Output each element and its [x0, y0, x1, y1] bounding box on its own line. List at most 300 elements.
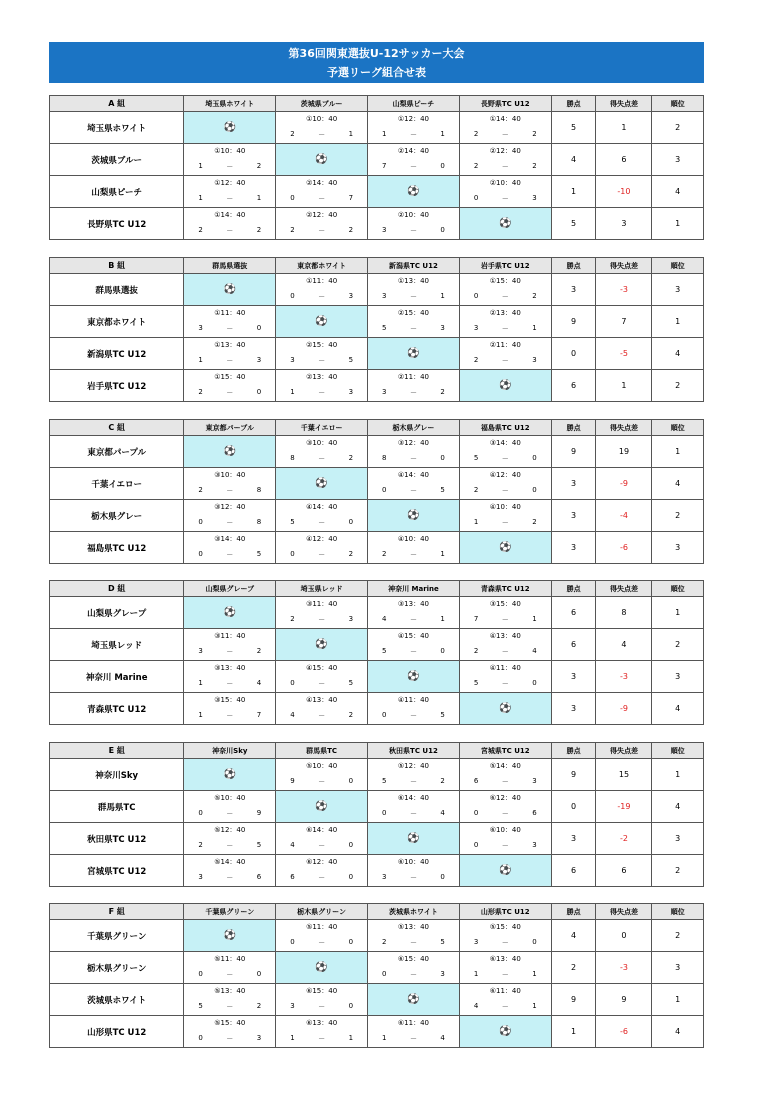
title-line-1: 第36回関東選抜U-12サッカー大会 — [288, 47, 465, 60]
score-dash: － — [501, 487, 509, 495]
score-dash: － — [409, 648, 417, 656]
score-away: 1 — [348, 1034, 354, 1042]
goal-diff-value: 3 — [596, 208, 652, 240]
score-dash: － — [318, 712, 326, 720]
rank-value: 4 — [652, 176, 704, 208]
match-cell — [184, 952, 276, 984]
match-time: ④11：40 — [397, 696, 429, 704]
score-dash: － — [501, 810, 509, 818]
goal-diff-value: 4 — [596, 629, 652, 661]
score-dash: － — [409, 131, 417, 139]
score-home: 7 — [473, 615, 479, 623]
score-home: 1 — [473, 970, 479, 978]
score-away: 2 — [532, 518, 537, 526]
match-cell — [459, 823, 551, 855]
match-time: ②10：40 — [397, 211, 429, 219]
match-cell — [276, 855, 368, 887]
score-dash: － — [409, 389, 417, 397]
team-name: 千葉イエロー — [50, 468, 184, 500]
score-home: 5 — [382, 647, 387, 655]
goal-diff-value: -3 — [596, 952, 652, 984]
rank-value: 4 — [652, 791, 704, 823]
column-team-header: 東京都ホワイト — [276, 258, 368, 274]
score-home: 0 — [290, 679, 295, 687]
table-row — [50, 791, 704, 823]
group-name: E 組 — [50, 743, 184, 759]
match-time: ④13：40 — [306, 696, 338, 704]
score-away: 3 — [440, 324, 445, 332]
score-dash: － — [226, 195, 234, 203]
score-dash: － — [226, 227, 234, 235]
score-home: 5 — [382, 324, 387, 332]
match-cell — [184, 693, 276, 725]
match-cell — [368, 629, 460, 661]
score-home: 0 — [473, 194, 479, 202]
score-dash: － — [226, 1035, 234, 1043]
score-away: 0 — [348, 841, 354, 849]
team-name: 千葉県グリーン — [50, 920, 184, 952]
match-cell — [459, 306, 551, 338]
score-dash: － — [226, 551, 234, 559]
score-home: 3 — [473, 938, 479, 946]
column-team-header: 埼玉県レッド — [276, 581, 368, 597]
match-cell — [459, 984, 551, 1016]
score-away: 1 — [532, 1002, 537, 1010]
score-away: 2 — [348, 711, 354, 719]
points-value: 0 — [551, 338, 596, 370]
team-name: 神奈川Sky — [50, 759, 184, 791]
table-row — [50, 370, 704, 402]
goal-diff-value: -6 — [596, 1016, 652, 1048]
score-home: 9 — [290, 777, 295, 785]
soccer-ball-icon: ⚽ — [459, 855, 551, 887]
score-home: 0 — [198, 1034, 203, 1042]
match-cell — [184, 532, 276, 564]
score-away: 1 — [532, 324, 537, 332]
match-time: ②12：40 — [306, 211, 338, 219]
score-away: 1 — [440, 292, 445, 300]
points-value: 3 — [551, 693, 596, 725]
column-team-header: 群馬県選抜 — [184, 258, 276, 274]
score-dash: － — [409, 163, 417, 171]
score-dash: － — [226, 648, 234, 656]
soccer-ball-icon: ⚽ — [368, 500, 460, 532]
match-cell — [184, 1016, 276, 1048]
soccer-ball-icon: ⚽ — [276, 306, 368, 338]
score-dash: － — [226, 389, 234, 397]
goal-diff-value: 0 — [596, 920, 652, 952]
match-cell — [459, 759, 551, 791]
soccer-ball-icon: ⚽ — [276, 629, 368, 661]
score-away: 0 — [348, 777, 354, 785]
score-home: 0 — [473, 292, 479, 300]
table-row — [50, 984, 704, 1016]
table-row — [50, 920, 704, 952]
match-cell — [368, 144, 460, 176]
match-cell — [184, 176, 276, 208]
rank-header: 順位 — [652, 904, 704, 920]
match-time: ⑤14：40 — [489, 762, 521, 770]
match-time: ⑥13：40 — [489, 955, 521, 963]
goal-diff-value: 1 — [596, 112, 652, 144]
score-away: 3 — [532, 356, 537, 364]
match-time: ⑤10：40 — [214, 794, 246, 802]
table-row — [50, 208, 704, 240]
column-team-header: 群馬県TC — [276, 743, 368, 759]
column-team-header: 福島県TC U12 — [459, 420, 551, 436]
match-time: ⑥12：40 — [306, 858, 338, 866]
points-value: 6 — [551, 855, 596, 887]
soccer-ball-icon: ⚽ — [184, 597, 276, 629]
match-cell — [459, 629, 551, 661]
rank-value: 3 — [652, 952, 704, 984]
match-time: ⑤13：40 — [214, 987, 246, 995]
score-away: 8 — [256, 486, 262, 494]
column-team-header: 茨城県ブルー — [276, 96, 368, 112]
match-time: ②14：40 — [306, 179, 338, 187]
score-away: 2 — [532, 292, 537, 300]
match-time: ③14：40 — [489, 439, 521, 447]
score-home: 0 — [198, 550, 203, 558]
match-time: ④15：40 — [397, 632, 429, 640]
group-table — [49, 903, 704, 1048]
points-header: 勝点 — [551, 420, 596, 436]
match-cell — [276, 338, 368, 370]
score-away: 1 — [440, 615, 445, 623]
team-name: 山梨県グレープ — [50, 597, 184, 629]
score-dash: － — [318, 195, 326, 203]
score-dash: － — [226, 325, 234, 333]
goal-diff-value: -3 — [596, 274, 652, 306]
goal-diff-header: 得失点差 — [596, 743, 652, 759]
match-time: ⑥11：40 — [489, 987, 521, 995]
match-time: ①15：40 — [214, 373, 246, 381]
match-cell — [276, 1016, 368, 1048]
column-team-header: 山梨県グレープ — [184, 581, 276, 597]
match-time: ①10：40 — [214, 147, 246, 155]
match-time: ⑤11：40 — [306, 923, 338, 931]
points-value: 1 — [551, 1016, 596, 1048]
score-away: 6 — [532, 809, 537, 817]
match-cell — [276, 436, 368, 468]
score-dash: － — [226, 874, 234, 882]
goal-diff-header: 得失点差 — [596, 420, 652, 436]
rank-value: 1 — [652, 306, 704, 338]
team-name: 長野県TC U12 — [50, 208, 184, 240]
score-away: 2 — [440, 388, 445, 396]
match-cell — [459, 176, 551, 208]
score-home: 2 — [290, 615, 295, 623]
score-home: 1 — [198, 162, 203, 170]
rank-value: 1 — [652, 597, 704, 629]
column-team-header: 東京都パープル — [184, 420, 276, 436]
score-dash: － — [501, 293, 509, 301]
score-home: 1 — [473, 518, 479, 526]
team-name: 埼玉県ホワイト — [50, 112, 184, 144]
score-home: 1 — [198, 356, 203, 364]
match-cell — [184, 661, 276, 693]
goal-diff-value: 1 — [596, 370, 652, 402]
score-dash: － — [409, 455, 417, 463]
score-away: 0 — [348, 873, 354, 881]
match-time: ⑥13：40 — [306, 1019, 338, 1027]
group-name: B 組 — [50, 258, 184, 274]
score-dash: － — [226, 810, 234, 818]
soccer-ball-icon: ⚽ — [368, 984, 460, 1016]
points-value: 4 — [551, 920, 596, 952]
score-dash: － — [409, 616, 417, 624]
match-time: ②12：40 — [489, 147, 521, 155]
score-dash: － — [501, 325, 509, 333]
score-away: 4 — [440, 809, 445, 817]
match-cell — [459, 661, 551, 693]
score-home: 0 — [382, 809, 387, 817]
team-name: 栃木県グレー — [50, 500, 184, 532]
goal-diff-value: -9 — [596, 468, 652, 500]
score-dash: － — [501, 163, 509, 171]
score-home: 4 — [290, 711, 295, 719]
match-cell — [459, 791, 551, 823]
score-home: 4 — [290, 841, 295, 849]
score-home: 6 — [290, 873, 295, 881]
score-away: 2 — [532, 162, 537, 170]
rank-value: 2 — [652, 370, 704, 402]
score-away: 2 — [256, 1002, 262, 1010]
soccer-ball-icon: ⚽ — [459, 532, 551, 564]
score-home: 2 — [198, 226, 203, 234]
score-away: 0 — [348, 518, 354, 526]
score-home: 5 — [382, 777, 387, 785]
team-name: 茨城県ホワイト — [50, 984, 184, 1016]
score-away: 7 — [256, 711, 262, 719]
match-time: ②10：40 — [489, 179, 521, 187]
score-dash: － — [409, 778, 417, 786]
match-cell — [459, 920, 551, 952]
team-name: 福島県TC U12 — [50, 532, 184, 564]
score-dash: － — [501, 648, 509, 656]
match-time: ①10：40 — [306, 115, 338, 123]
rank-value: 3 — [652, 274, 704, 306]
team-name: 埼玉県レッド — [50, 629, 184, 661]
score-away: 7 — [348, 194, 354, 202]
rank-value: 1 — [652, 208, 704, 240]
soccer-ball-icon: ⚽ — [459, 370, 551, 402]
score-away: 5 — [440, 938, 445, 946]
match-cell — [368, 274, 460, 306]
score-dash: － — [318, 551, 326, 559]
column-team-header: 埼玉県ホワイト — [184, 96, 276, 112]
soccer-ball-icon: ⚽ — [459, 208, 551, 240]
column-team-header: 秋田県TC U12 — [368, 743, 460, 759]
score-away: 5 — [256, 550, 262, 558]
match-time: ②11：40 — [489, 341, 521, 349]
score-away: 5 — [348, 679, 354, 687]
match-cell — [368, 597, 460, 629]
team-name: 山形県TC U12 — [50, 1016, 184, 1048]
soccer-ball-icon: ⚽ — [276, 468, 368, 500]
match-cell — [276, 920, 368, 952]
rank-value: 4 — [652, 338, 704, 370]
points-value: 2 — [551, 952, 596, 984]
score-away: 0 — [532, 679, 537, 687]
points-value: 0 — [551, 791, 596, 823]
score-away: 3 — [348, 388, 354, 396]
score-dash: － — [501, 131, 509, 139]
score-away: 2 — [348, 550, 354, 558]
score-dash: － — [318, 842, 326, 850]
score-away: 0 — [256, 324, 262, 332]
score-home: 0 — [382, 970, 387, 978]
rank-value: 2 — [652, 500, 704, 532]
goal-diff-value: -4 — [596, 500, 652, 532]
points-value: 3 — [551, 532, 596, 564]
soccer-ball-icon: ⚽ — [459, 1016, 551, 1048]
score-dash: － — [318, 616, 326, 624]
points-header: 勝点 — [551, 904, 596, 920]
rank-header: 順位 — [652, 581, 704, 597]
score-dash: － — [226, 487, 234, 495]
score-away: 8 — [256, 518, 262, 526]
match-cell — [184, 208, 276, 240]
match-time: ⑤12：40 — [397, 762, 429, 770]
score-away: 1 — [532, 970, 537, 978]
points-header: 勝点 — [551, 581, 596, 597]
points-value: 9 — [551, 984, 596, 1016]
score-home: 3 — [382, 873, 387, 881]
score-home: 7 — [382, 162, 387, 170]
column-team-header: 宮城県TC U12 — [459, 743, 551, 759]
table-row — [50, 274, 704, 306]
goal-diff-value: 9 — [596, 984, 652, 1016]
column-team-header: 神奈川Sky — [184, 743, 276, 759]
score-home: 8 — [382, 454, 387, 462]
match-time: ⑤14：40 — [214, 858, 246, 866]
soccer-ball-icon: ⚽ — [184, 274, 276, 306]
score-away: 0 — [440, 454, 445, 462]
rank-value: 1 — [652, 984, 704, 1016]
match-cell — [276, 597, 368, 629]
soccer-ball-icon: ⚽ — [368, 661, 460, 693]
match-time: ④15：40 — [306, 664, 338, 672]
rank-header: 順位 — [652, 743, 704, 759]
match-cell — [184, 370, 276, 402]
rank-header: 順位 — [652, 420, 704, 436]
match-time: ④14：40 — [306, 503, 338, 511]
score-home: 3 — [382, 388, 387, 396]
score-dash: － — [318, 1003, 326, 1011]
score-home: 2 — [473, 130, 479, 138]
score-away: 5 — [348, 356, 354, 364]
match-time: ③13：40 — [397, 600, 429, 608]
score-away: 4 — [256, 679, 262, 687]
score-home: 3 — [382, 226, 387, 234]
score-away: 3 — [256, 1034, 262, 1042]
score-home: 2 — [473, 647, 479, 655]
group-name: A 組 — [50, 96, 184, 112]
match-time: ②11：40 — [397, 373, 429, 381]
score-away: 0 — [256, 388, 262, 396]
group-table — [49, 580, 704, 725]
score-dash: － — [318, 778, 326, 786]
match-time: ④12：40 — [306, 535, 338, 543]
score-dash: － — [318, 874, 326, 882]
match-cell — [459, 274, 551, 306]
score-away: 6 — [256, 873, 262, 881]
match-time: ②13：40 — [489, 309, 521, 317]
column-team-header: 新潟県TC U12 — [368, 258, 460, 274]
match-cell — [276, 984, 368, 1016]
match-cell — [459, 338, 551, 370]
match-cell — [368, 468, 460, 500]
match-time: ⑥14：40 — [306, 826, 338, 834]
score-dash: － — [318, 1035, 326, 1043]
goal-diff-value: 15 — [596, 759, 652, 791]
score-home: 2 — [473, 356, 479, 364]
score-home: 3 — [382, 292, 387, 300]
score-dash: － — [226, 971, 234, 979]
table-row — [50, 500, 704, 532]
score-away: 0 — [256, 970, 262, 978]
goal-diff-value: 6 — [596, 855, 652, 887]
soccer-ball-icon: ⚽ — [459, 693, 551, 725]
match-cell — [459, 500, 551, 532]
group-table — [49, 742, 704, 887]
rank-value: 2 — [652, 855, 704, 887]
match-cell — [184, 823, 276, 855]
points-value: 4 — [551, 144, 596, 176]
match-time: ①11：40 — [306, 277, 338, 285]
match-cell — [276, 112, 368, 144]
score-home: 3 — [473, 324, 479, 332]
score-home: 0 — [473, 809, 479, 817]
score-away: 1 — [256, 194, 262, 202]
score-dash: － — [501, 616, 509, 624]
score-dash: － — [501, 1003, 509, 1011]
score-dash: － — [501, 939, 509, 947]
match-time: ②15：40 — [306, 341, 338, 349]
score-home: 3 — [198, 873, 203, 881]
match-cell — [276, 661, 368, 693]
rank-value: 1 — [652, 759, 704, 791]
score-home: 2 — [382, 938, 387, 946]
match-cell — [459, 112, 551, 144]
match-time: ②14：40 — [397, 147, 429, 155]
score-home: 3 — [198, 324, 203, 332]
document-title — [49, 42, 704, 83]
score-dash: － — [409, 971, 417, 979]
match-time: ③14：40 — [214, 535, 246, 543]
goal-diff-value: -2 — [596, 823, 652, 855]
team-name: 東京都パープル — [50, 436, 184, 468]
table-row — [50, 952, 704, 984]
table-row — [50, 693, 704, 725]
score-home: 0 — [198, 970, 203, 978]
score-dash: － — [409, 712, 417, 720]
match-time: ③12：40 — [397, 439, 429, 447]
score-dash: － — [226, 357, 234, 365]
match-time: ⑤15：40 — [489, 923, 521, 931]
table-row — [50, 338, 704, 370]
match-cell — [368, 306, 460, 338]
match-cell — [368, 532, 460, 564]
score-dash: － — [318, 227, 326, 235]
score-away: 1 — [532, 615, 537, 623]
score-dash: － — [409, 810, 417, 818]
points-value: 3 — [551, 661, 596, 693]
table-row — [50, 855, 704, 887]
group-name: D 組 — [50, 581, 184, 597]
score-away: 9 — [256, 809, 262, 817]
